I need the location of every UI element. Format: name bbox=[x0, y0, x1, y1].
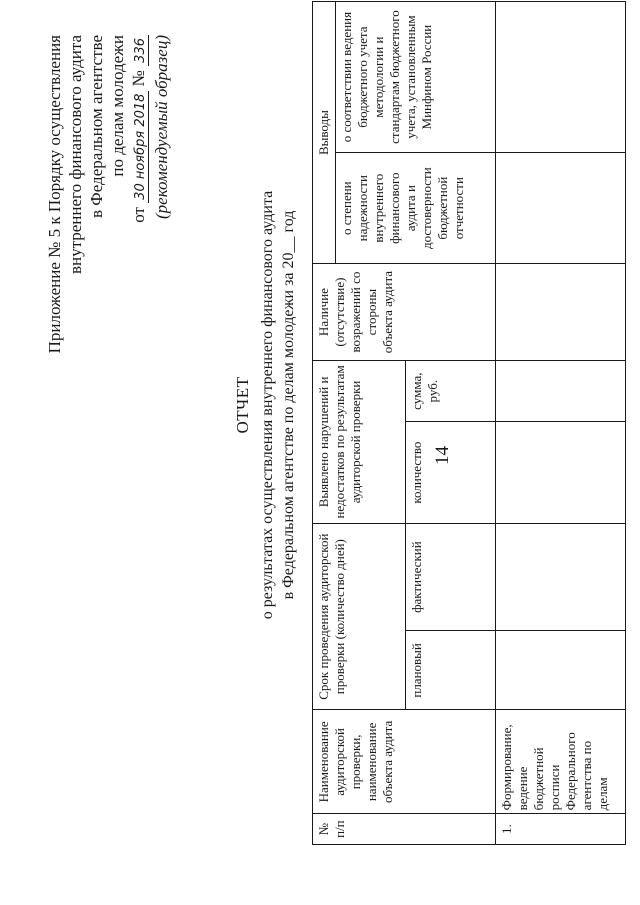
subtitle-line: о результатах осуществления внутреннего финансового аудита bbox=[259, 190, 276, 620]
header-violations: Выявлено нарушений и недостатков по результатам аудиторской проверки bbox=[313, 360, 406, 523]
cell-actual bbox=[496, 523, 626, 630]
appendix-line: Приложение № 5 к Порядку осуществления bbox=[45, 35, 64, 354]
appendix-line: внутреннего финансового аудита bbox=[66, 35, 85, 274]
handwritten-date: 30 ноября 2018 bbox=[133, 91, 149, 203]
report-table bbox=[312, 1, 626, 845]
report-subtitle bbox=[257, 95, 299, 715]
header-num: № п/п bbox=[313, 814, 496, 845]
header-violations-count: количество bbox=[406, 422, 496, 524]
page-number: 14 bbox=[432, 446, 453, 465]
appendix-line: по делам молодежи bbox=[108, 35, 127, 177]
date-prefix: от bbox=[129, 207, 148, 223]
header-term-planned: плановый bbox=[406, 631, 496, 710]
number-prefix: № bbox=[129, 70, 148, 87]
header-conclusion-compliance: о соответствии ведения бюджетного учета методологии и стандартам бюджетного учета, установленным Минфином России bbox=[336, 2, 496, 153]
header-conclusions: Выводы bbox=[313, 2, 336, 264]
header-name: Наименование аудиторской проверки, наименование объекта аудита bbox=[313, 710, 496, 814]
table-row bbox=[496, 2, 626, 845]
appendix-date-line bbox=[128, 35, 151, 505]
cell-planned bbox=[496, 631, 626, 710]
report-title: ОТЧЕТ bbox=[233, 376, 252, 434]
cell-count bbox=[496, 422, 626, 524]
header-objections: Наличие (отсутствие) возражений со стороны объекта аудита bbox=[313, 264, 496, 361]
cell-num: 1. bbox=[496, 814, 626, 845]
handwritten-number: 336 bbox=[133, 35, 149, 66]
header-term: Срок проведения аудиторской проверки (количество дней) bbox=[313, 523, 406, 710]
header-conclusion-reliability: о степени надежности внутреннего финансового аудита и достоверности бюджетной отчетности bbox=[336, 153, 496, 264]
header-term-actual: фактический bbox=[406, 523, 496, 630]
cell-sum bbox=[496, 360, 626, 421]
appendix-header bbox=[44, 35, 172, 505]
appendix-line: в Федеральном агентстве bbox=[87, 35, 106, 218]
cell-objections bbox=[496, 264, 626, 361]
cell-reliability bbox=[496, 153, 626, 264]
sample-note: (рекомендуемый образец) bbox=[152, 35, 171, 220]
cell-compliance bbox=[496, 2, 626, 153]
header-violations-sum: сумма, руб. bbox=[406, 360, 496, 421]
cell-name: Формирование, ведение бюджетной росписи Федерального агентства по делам bbox=[496, 710, 626, 814]
subtitle-line: в Федеральном агентстве по делам молодежи за 20__ год bbox=[280, 210, 297, 600]
